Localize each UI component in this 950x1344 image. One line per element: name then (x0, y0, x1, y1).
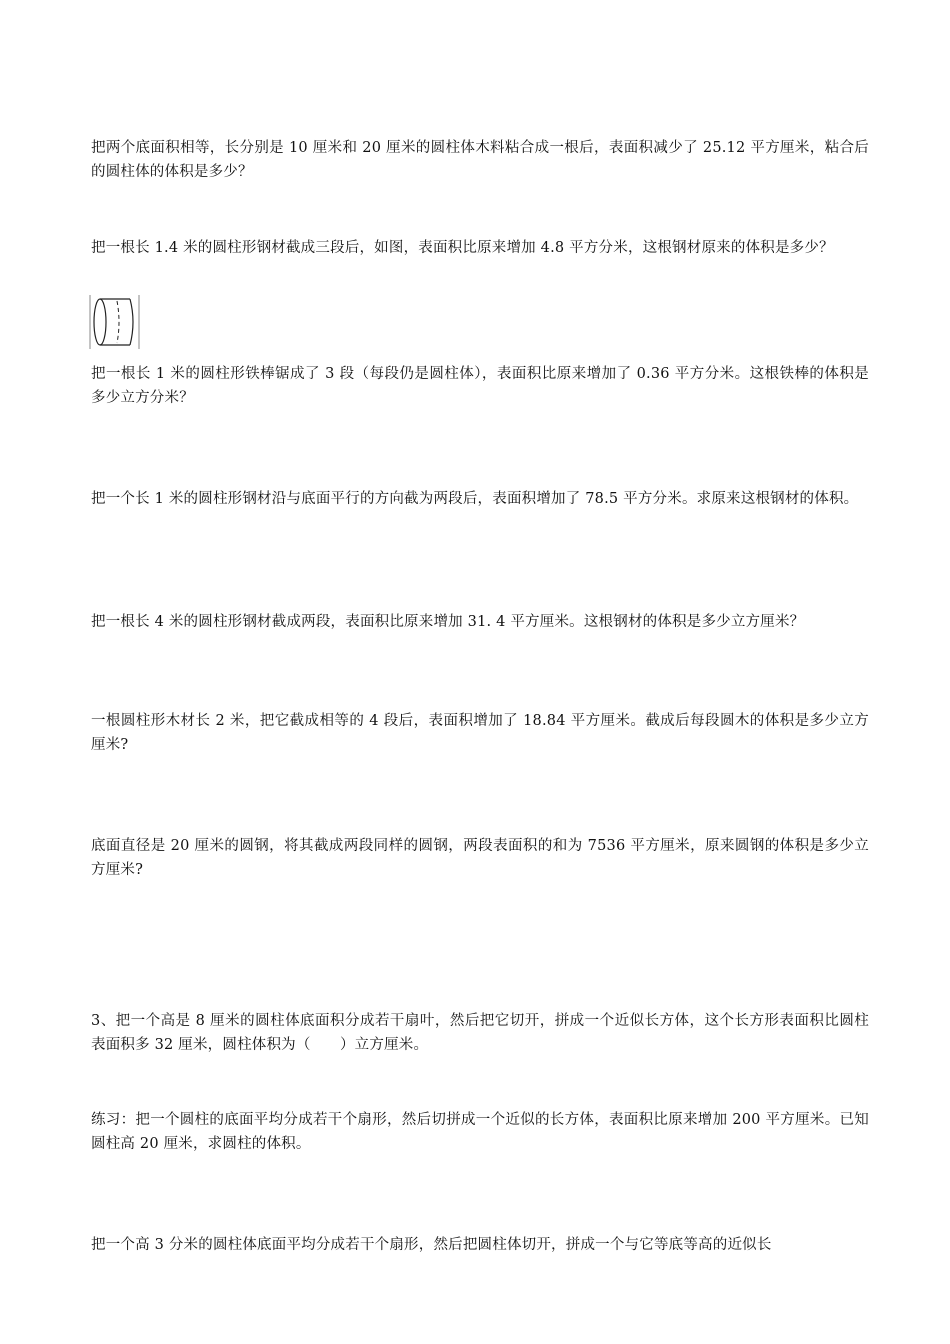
problem-5: 把一根长 4 米的圆柱形钢材截成两段，表面积比原来增加 31. 4 平方厘米。这根钢材的体积是多少立方厘米？ (91, 614, 805, 630)
problem-4: 把一个长 1 米的圆柱形钢材沿与底面平行的方向截为两段后，表面积增加了 78.5 平方分米。求原来这根钢材的体积。 (91, 491, 859, 507)
problem-9: 练习：把一个圆柱的底面平均分成若干个扇形，然后切拼成一个近似的长方体，表面积比原来增加 200 平方厘米。已知圆柱高 20 厘米，求圆柱的体积。 (91, 1112, 869, 1152)
problem-6: 一根圆柱形木材长 2 米，把它截成相等的 4 段后，表面积增加了 18.84 平方厘米。截成后每段圆木的体积是多少立方厘米? (91, 713, 869, 753)
problem-1: 把两个底面积相等，长分别是 10 厘米和 20 厘米的圆柱体木料粘合成一根后，表面积减少了 25.12 平方厘米，粘合后的圆柱体的体积是多少？ (91, 140, 869, 180)
problem-3: 把一根长 1 米的圆柱形铁棒锯成了 3 段（每段仍是圆柱体），表面积比原来增加了 0.36 平方分米。这根铁棒的体积是多少立方分米？ (91, 366, 869, 406)
problem-8: 3、把一个高是 8 厘米的圆柱体底面积分成若干扇叶，然后把它切开，拼成一个近似长方体，这个长方形表面积比圆柱表面积多 32 厘米，圆柱体积为（ ）立方厘米。 (91, 1013, 869, 1053)
problem-7: 底面直径是 20 厘米的圆钢，将其截成两段同样的圆钢，两段表面积的和为 7536 平方厘米，原来圆钢的体积是多少立方厘米? (91, 838, 869, 878)
problem-10: 把一个高 3 分米的圆柱体底面平均分成若干个扇形，然后把圆柱体切开，拼成一个与它等底等高的近似长 (91, 1237, 772, 1253)
problem-2: 把一根长 1.4 米的圆柱形钢材截成三段后，如图，表面积比原来增加 4.8 平方分米，这根钢材原来的体积是多少？ (91, 240, 834, 256)
cylinder-cut-icon (88, 293, 142, 351)
